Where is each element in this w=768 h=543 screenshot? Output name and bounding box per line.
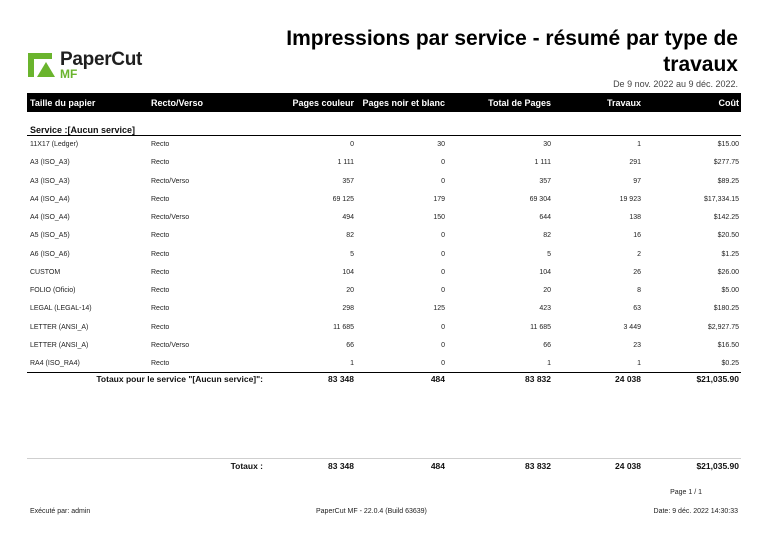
cell-color-pages: 5	[350, 250, 354, 258]
cell-bw-pages: 0	[441, 250, 445, 258]
cell-cost: $2,927.75	[707, 323, 739, 331]
cell-jobs: 63	[633, 305, 641, 313]
cell-cost: $0.25	[721, 360, 739, 367]
cell-total-pages: 69 304	[529, 195, 551, 203]
cell-duplex: Recto	[151, 195, 170, 203]
software-version: PaperCut MF - 22.0.4 (Build 63639)	[316, 508, 427, 515]
column-header-bw-pages: Pages noir et blanc	[362, 98, 445, 108]
cell-bw-pages: 0	[441, 341, 445, 349]
cell-bw-pages: 125	[433, 305, 445, 313]
cell-bw-pages: 0	[441, 287, 445, 294]
cell-total-pages: 5	[547, 250, 551, 258]
cell-paper-size: A5 (ISO_A5)	[30, 232, 70, 240]
cell-jobs: 8	[637, 287, 641, 294]
cell-total-pages: 104	[539, 268, 551, 276]
subtotal-cost: $21,035.90	[696, 374, 739, 384]
column-header-duplex: Recto/Verso	[151, 98, 204, 108]
subtotal-total-pages: 83 832	[525, 374, 551, 384]
cell-total-pages: 82	[543, 232, 551, 240]
divider	[27, 135, 741, 136]
table-header	[27, 93, 741, 112]
cell-duplex: Recto	[151, 360, 170, 367]
cell-duplex: Recto	[151, 323, 170, 331]
cell-paper-size: CUSTOM	[30, 268, 61, 276]
column-header-cost: Coût	[718, 98, 739, 108]
cell-jobs: 97	[633, 177, 641, 185]
cell-color-pages: 82	[346, 232, 354, 240]
cell-paper-size: A3 (ISO_A3)	[30, 159, 70, 167]
cell-color-pages: 20	[346, 287, 354, 294]
column-header-paper-size: Taille du papier	[30, 98, 96, 108]
cell-total-pages: 20	[543, 287, 551, 294]
cell-duplex: Recto/Verso	[151, 341, 190, 349]
cell-jobs: 23	[633, 341, 641, 349]
cell-duplex: Recto/Verso	[151, 214, 190, 221]
table-row	[27, 175, 741, 189]
cell-jobs: 291	[629, 159, 641, 167]
cell-total-pages: 1	[547, 360, 551, 367]
report-date-range: De 9 nov. 2022 au 9 déc. 2022.	[613, 79, 738, 89]
grand-total-color-pages: 83 348	[328, 461, 354, 471]
cell-duplex: Recto	[151, 141, 170, 148]
cell-color-pages: 1 111	[337, 159, 354, 167]
table-row	[27, 321, 741, 335]
cell-paper-size: A4 (ISO_A4)	[30, 195, 70, 203]
cell-cost: $15.00	[717, 141, 739, 148]
service-subtotal-row	[27, 374, 741, 386]
logo-edition: MF	[60, 67, 78, 81]
cell-jobs: 1	[637, 141, 641, 148]
subtotal-bw-pages: 484	[430, 374, 445, 384]
page-number: Page 1 / 1	[670, 489, 702, 496]
cell-duplex: Recto	[151, 232, 170, 240]
grand-total-total-pages: 83 832	[525, 461, 551, 471]
cell-jobs: 3 449	[623, 323, 641, 331]
cell-paper-size: A6 (ISO_A6)	[30, 250, 70, 258]
cell-cost: $17,334.15	[703, 195, 739, 203]
cell-color-pages: 357	[342, 177, 354, 185]
cell-total-pages: 1 111	[534, 159, 551, 167]
papercut-logo-icon	[26, 50, 56, 80]
cell-jobs: 1	[637, 360, 641, 367]
cell-jobs: 19 923	[619, 195, 641, 203]
table-row	[27, 248, 741, 262]
cell-duplex: Recto	[151, 287, 170, 294]
cell-total-pages: 66	[543, 341, 551, 349]
cell-total-pages: 11 685	[530, 323, 551, 331]
cell-paper-size: LETTER (ANSI_A)	[30, 323, 89, 331]
cell-total-pages: 30	[543, 141, 551, 148]
cell-color-pages: 298	[342, 305, 354, 313]
cell-bw-pages: 150	[433, 214, 445, 221]
cell-cost: $16.50	[717, 341, 739, 349]
cell-jobs: 16	[633, 232, 641, 240]
cell-paper-size: RA4 (ISO_RA4)	[30, 360, 80, 367]
cell-duplex: Recto	[151, 268, 170, 276]
cell-total-pages: 357	[539, 177, 551, 185]
column-header-color-pages: Pages couleur	[292, 98, 354, 108]
cell-paper-size: LEGAL (LEGAL-14)	[30, 305, 92, 313]
cell-jobs: 26	[633, 268, 641, 276]
divider	[27, 458, 741, 459]
cell-cost: $5.00	[721, 287, 739, 294]
cell-cost: $20.50	[717, 232, 739, 240]
table-row	[27, 193, 741, 207]
cell-duplex: Recto	[151, 305, 170, 313]
report-title: Impressions par service - résumé par type de travaux	[286, 27, 738, 76]
cell-bw-pages: 179	[433, 195, 445, 203]
cell-bw-pages: 0	[441, 232, 445, 240]
cell-total-pages: 423	[539, 305, 551, 313]
cell-bw-pages: 0	[441, 159, 445, 167]
table-row	[27, 357, 741, 371]
subtotal-color-pages: 83 348	[328, 374, 354, 384]
cell-jobs: 2	[637, 250, 641, 258]
table-row	[27, 229, 741, 243]
table-row	[27, 211, 741, 225]
cell-paper-size: A4 (ISO_A4)	[30, 214, 70, 221]
cell-color-pages: 1	[350, 360, 354, 367]
grand-total-bw-pages: 484	[430, 461, 445, 471]
grand-total-cost: $21,035.90	[696, 461, 739, 471]
cell-total-pages: 644	[539, 214, 551, 221]
cell-color-pages: 11 685	[333, 323, 354, 331]
cell-cost: $180.25	[713, 305, 739, 313]
cell-cost: $26.00	[717, 268, 739, 276]
cell-bw-pages: 0	[441, 268, 445, 276]
executed-by: Exécuté par: admin	[30, 508, 91, 515]
divider	[27, 372, 741, 373]
grand-total-row	[27, 461, 741, 473]
cell-paper-size: LETTER (ANSI_A)	[30, 341, 89, 349]
table-row	[27, 156, 741, 170]
table-row	[27, 266, 741, 280]
grand-total-label: Totaux :	[230, 461, 263, 471]
cell-color-pages: 104	[342, 268, 354, 276]
logo-wordmark: PaperCut	[60, 49, 143, 70]
cell-paper-size: 11X17 (Ledger)	[30, 141, 79, 148]
column-header-total-pages: Total de Pages	[488, 98, 551, 108]
cell-paper-size: FOLIO (Oficio)	[30, 287, 76, 294]
cell-cost: $277.75	[713, 159, 739, 167]
service-title: Service :[Aucun service]	[30, 125, 136, 135]
cell-paper-size: A3 (ISO_A3)	[30, 177, 70, 185]
cell-color-pages: 69 125	[332, 195, 354, 203]
cell-bw-pages: 0	[441, 360, 445, 367]
papercut-logo	[26, 50, 146, 82]
subtotal-label: Totaux pour le service "[Aucun service]":	[96, 374, 263, 384]
cell-bw-pages: 0	[441, 323, 445, 331]
cell-bw-pages: 0	[441, 177, 445, 185]
cell-cost: $89.25	[717, 177, 739, 185]
cell-color-pages: 494	[342, 214, 354, 221]
cell-duplex: Recto	[151, 159, 170, 167]
column-header-jobs: Travaux	[606, 98, 641, 108]
table-row	[27, 302, 741, 316]
cell-cost: $1.25	[721, 250, 739, 258]
cell-duplex: Recto	[151, 250, 170, 258]
table-row	[27, 339, 741, 353]
table-row	[27, 284, 741, 298]
cell-bw-pages: 30	[437, 141, 445, 148]
subtotal-jobs: 24 038	[615, 374, 641, 384]
grand-total-jobs: 24 038	[615, 461, 641, 471]
cell-color-pages: 66	[346, 341, 354, 349]
cell-duplex: Recto/Verso	[151, 177, 190, 185]
report-date: Date: 9 déc. 2022 14:30:33	[653, 508, 738, 515]
cell-cost: $142.25	[713, 214, 739, 221]
table-row	[27, 138, 741, 152]
cell-jobs: 138	[629, 214, 641, 221]
cell-color-pages: 0	[350, 141, 354, 148]
